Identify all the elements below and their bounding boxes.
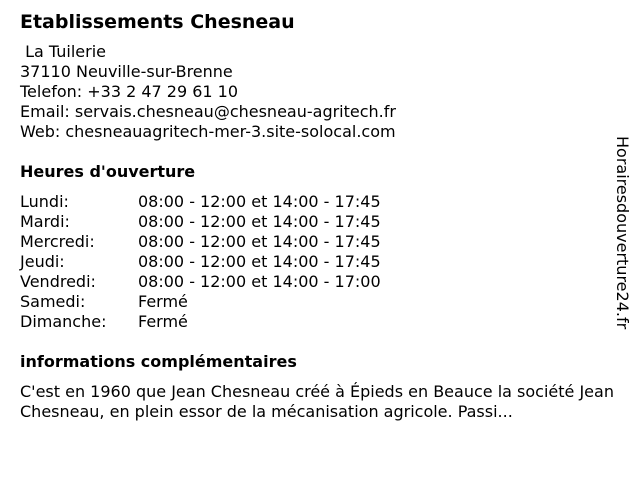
hours-time: 08:00 - 12:00 et 14:00 - 17:45 (138, 212, 381, 231)
hours-time: Fermé (138, 292, 188, 311)
hours-row-saturday (20, 292, 620, 312)
hours-day: Lundi: (20, 192, 69, 211)
address-street: La Tuilerie (20, 42, 106, 61)
hours-day: Mercredi: (20, 232, 95, 251)
additional-info-text: C'est en 1960 que Jean Chesneau créé à Épieds en Beauce la société Jean Chesneau, en plein essor de la mécanisation agricole. Passi... (20, 382, 614, 421)
hours-row-tuesday (20, 212, 620, 232)
hours-time: 08:00 - 12:00 et 14:00 - 17:00 (138, 272, 381, 291)
hours-day: Vendredi: (20, 272, 96, 291)
hours-time: 08:00 - 12:00 et 14:00 - 17:45 (138, 252, 381, 271)
hours-day: Jeudi: (20, 252, 65, 271)
hours-row-friday (20, 272, 620, 292)
web-line: Web: chesneauagritech-mer-3.site-solocal.com (20, 122, 396, 141)
hours-time: 08:00 - 12:00 et 14:00 - 17:45 (138, 192, 381, 211)
site-watermark: Horairesdouverture24.fr (613, 136, 632, 330)
hours-row-thursday (20, 252, 620, 272)
business-name: Etablissements Chesneau (20, 11, 295, 33)
hours-time: 08:00 - 12:00 et 14:00 - 17:45 (138, 232, 381, 251)
hours-row-monday (20, 192, 620, 212)
opening-hours-list (20, 192, 620, 332)
additional-info-heading: informations complémentaires (20, 352, 297, 371)
business-listing (20, 10, 620, 422)
email-line: Email: servais.chesneau@chesneau-agritech.fr (20, 102, 396, 121)
hours-day: Mardi: (20, 212, 70, 231)
phone-line: Telefon: +33 2 47 29 61 10 (20, 82, 239, 101)
hours-day: Dimanche: (20, 312, 107, 331)
hours-row-sunday (20, 312, 620, 332)
hours-row-wednesday (20, 232, 620, 252)
hours-day: Samedi: (20, 292, 86, 311)
hours-time: Fermé (138, 312, 188, 331)
opening-hours-heading: Heures d'ouverture (20, 162, 196, 181)
address-city: 37110 Neuville-sur-Brenne (20, 62, 233, 81)
